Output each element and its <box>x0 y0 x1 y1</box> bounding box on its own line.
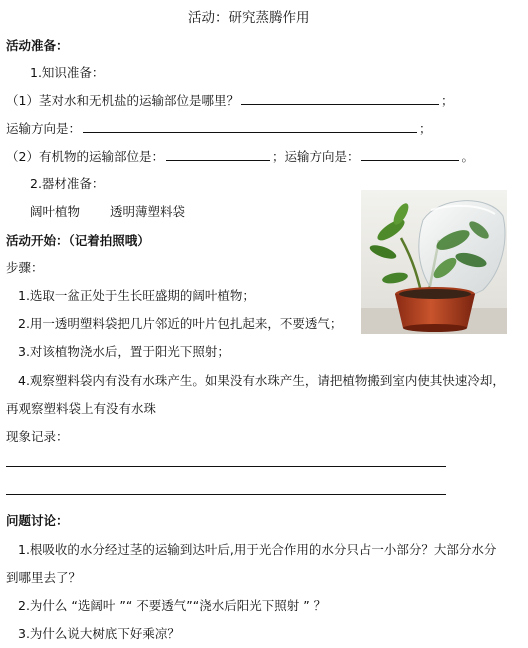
step-4-line1: 4.观察塑料袋内有没有水珠产生。如果没有水珠产生，请把植物搬到室内使其快速冷却， <box>18 373 505 388</box>
answer-blank[interactable] <box>83 118 417 133</box>
question-2 <box>6 146 474 165</box>
question-2-end: 。 <box>461 149 474 164</box>
question-2-mid: ；运输方向是： <box>271 149 360 164</box>
question-1 <box>6 90 453 109</box>
step-4-line2: 再观察塑料袋上有没有水珠 <box>6 401 157 416</box>
knowledge-label: 1.知识准备： <box>30 65 105 80</box>
equipment-item: 阔叶植物 <box>30 204 81 219</box>
discussion-q1-line2: 到哪里去了？ <box>6 570 82 585</box>
step-3: 3.对该植物浇水后，置于阳光下照射； <box>18 344 230 359</box>
question-1-end: ； <box>440 93 454 108</box>
step-2: 2.用一透明塑料袋把几片邻近的叶片包扎起来，不要透气； <box>18 316 343 331</box>
question-1-text: （1）茎对水和无机盐的运输部位是哪里？ <box>6 93 239 108</box>
answer-blank[interactable] <box>166 146 270 161</box>
discussion-heading: 问题讨论： <box>6 513 69 528</box>
record-label: 现象记录： <box>6 429 69 444</box>
equipment-label: 2.器材准备： <box>30 176 105 191</box>
start-heading: 活动开始：（记着拍照哦） <box>6 233 150 248</box>
page-title: 活动：研究蒸腾作用 <box>188 10 310 26</box>
equipment-item: 透明薄塑料袋 <box>110 204 186 219</box>
record-line[interactable] <box>6 494 446 495</box>
answer-blank[interactable] <box>241 90 439 105</box>
steps-label: 步骤： <box>6 260 44 275</box>
plant-photo <box>361 190 507 334</box>
discussion-q2: 2.为什么 “选阔叶 ”“ 不要透气”“浇水后阳光下照射 ” ？ <box>18 598 327 613</box>
discussion-q1-line1: 1.根吸收的水分经过茎的运输到达叶后,用于光合作用的水分只占一小部分？大部分水分 <box>18 542 497 557</box>
record-line[interactable] <box>6 466 446 467</box>
answer-blank[interactable] <box>361 146 459 161</box>
step-1: 1.选取一盆正处于生长旺盛期的阔叶植物； <box>18 288 255 303</box>
direction-line <box>6 118 432 137</box>
direction-end: ； <box>419 121 432 136</box>
discussion-q3: 3.为什么说大树底下好乘凉？ <box>18 626 180 641</box>
question-2-text: （2）有机物的运输部位是： <box>6 149 164 164</box>
prep-heading: 活动准备： <box>6 38 69 53</box>
direction-label: 运输方向是： <box>6 121 82 136</box>
